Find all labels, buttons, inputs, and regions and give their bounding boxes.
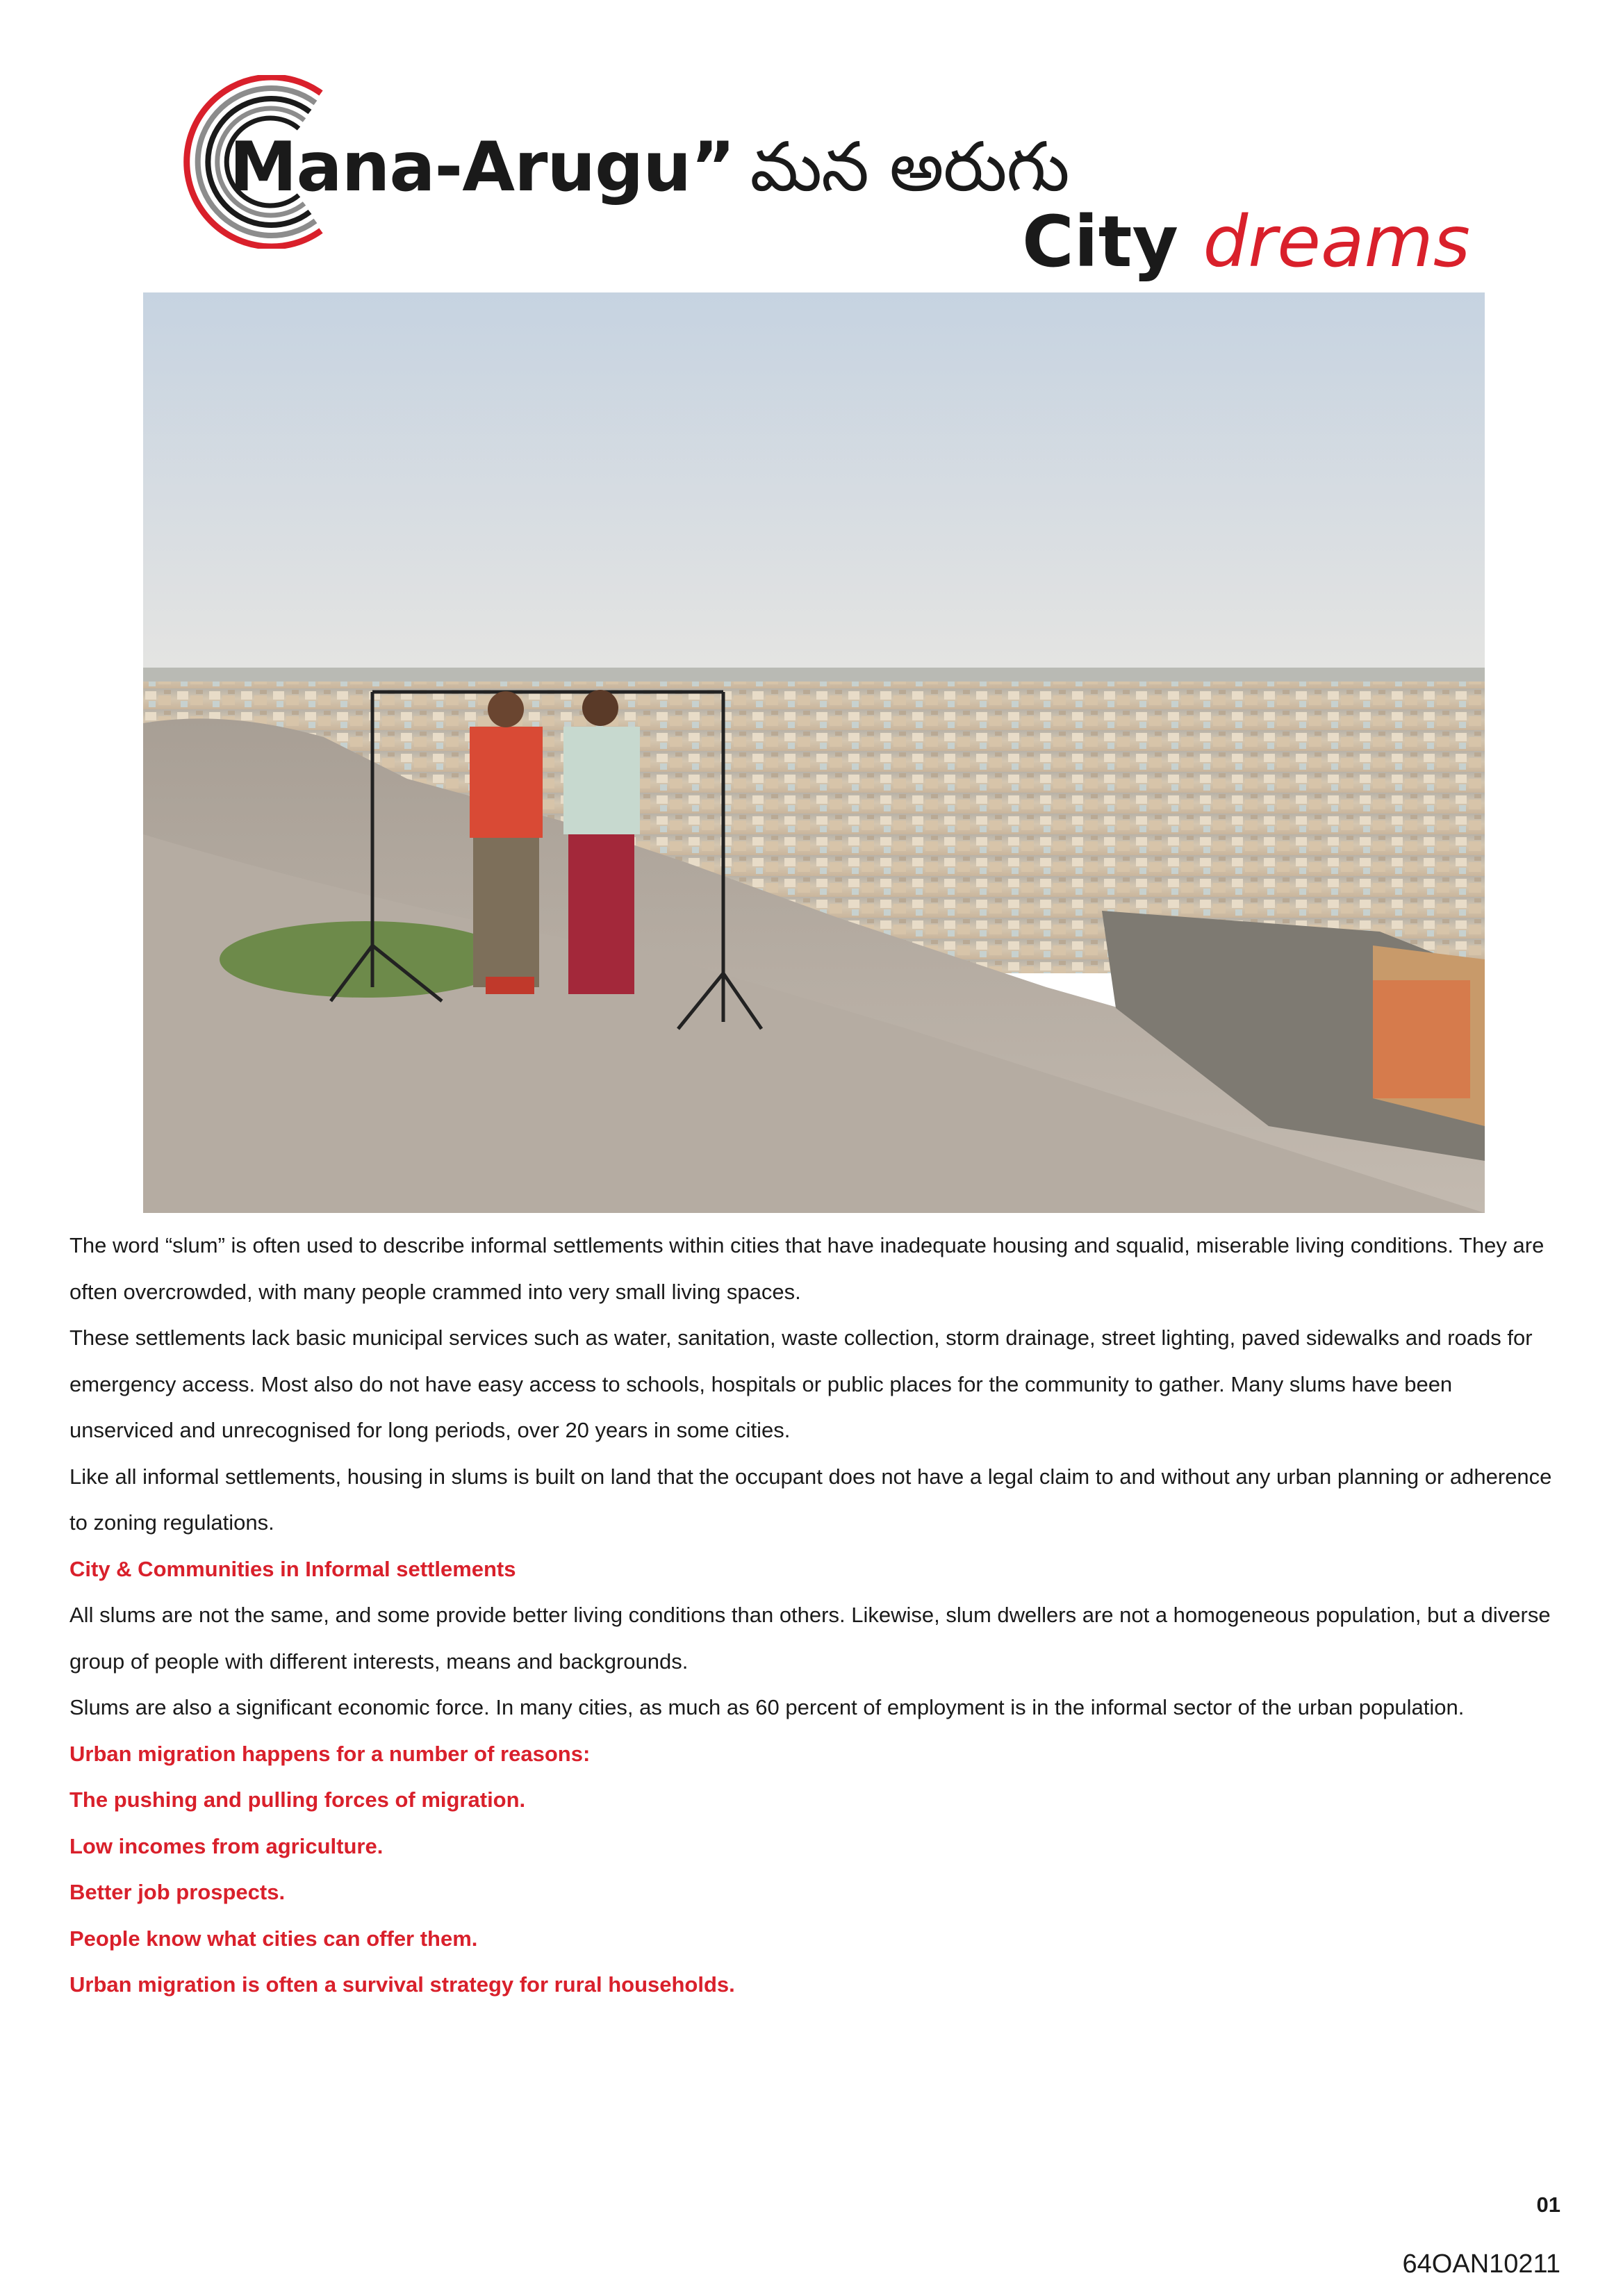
reason-item: People know what cities can offer them.	[69, 1926, 478, 1951]
reason-heading: Urban migration happens for a number of reasons:	[69, 1741, 591, 1766]
paragraph-land-claims: Like all informal settlements, housing in slums is built on land that the occupant does not have a legal claim to and without any urban planning or adherence to zoning regulations.	[69, 1464, 1552, 1535]
reason-item: Better job prospects.	[69, 1880, 286, 1904]
reason-item: Urban migration is often a survival strategy for rural households.	[69, 1972, 735, 1997]
title-accent: dreams	[1203, 201, 1470, 283]
brand-name	[229, 128, 1069, 207]
reason-item: The pushing and pulling forces of migration.	[69, 1787, 526, 1812]
reason-item: Low incomes from agriculture.	[69, 1833, 384, 1858]
page-title	[1021, 201, 1470, 283]
page-number: 01	[1536, 2192, 1560, 2217]
article-body	[69, 1223, 1560, 2008]
title-main: City	[1021, 201, 1179, 283]
photo-two-men-on-rock-overlooking-city	[143, 292, 1485, 1213]
brand-name-telugu: మన అరుగు	[750, 128, 1069, 207]
paragraph-economic-force: Slums are also a significant economic force. In many cities, as much as 60 percent of employment is in the informal sector of the urban population.	[69, 1695, 1465, 1719]
paragraph-diversity: All slums are not the same, and some provide better living conditions than others. Likewise, slum dwellers are not a homogeneous population, but a diverse group of people with different interests, means and backgrounds.	[69, 1603, 1551, 1674]
document-code: 64OAN10211	[1402, 2249, 1560, 2279]
section-heading: City & Communities in Informal settlements	[69, 1556, 516, 1581]
paragraph-municipal-services: These settlements lack basic municipal services such as water, sanitation, waste collection, storm drainage, street lighting, paved sidewalks and roads for emergency access. Most also do not have easy access to schools, hospitals or public places for the community to gather. Many slums have been unserviced and unrecognised for long periods, over 20 years in some cities.	[69, 1325, 1533, 1442]
brand-name-latin: Mana-Arugu”	[229, 128, 735, 207]
paragraph-slum-definition: The word “slum” is often used to describe informal settlements within cities that have inadequate housing and squalid, miserable living conditions. They are often overcrowded, with many people crammed into very small living spaces.	[69, 1233, 1544, 1304]
